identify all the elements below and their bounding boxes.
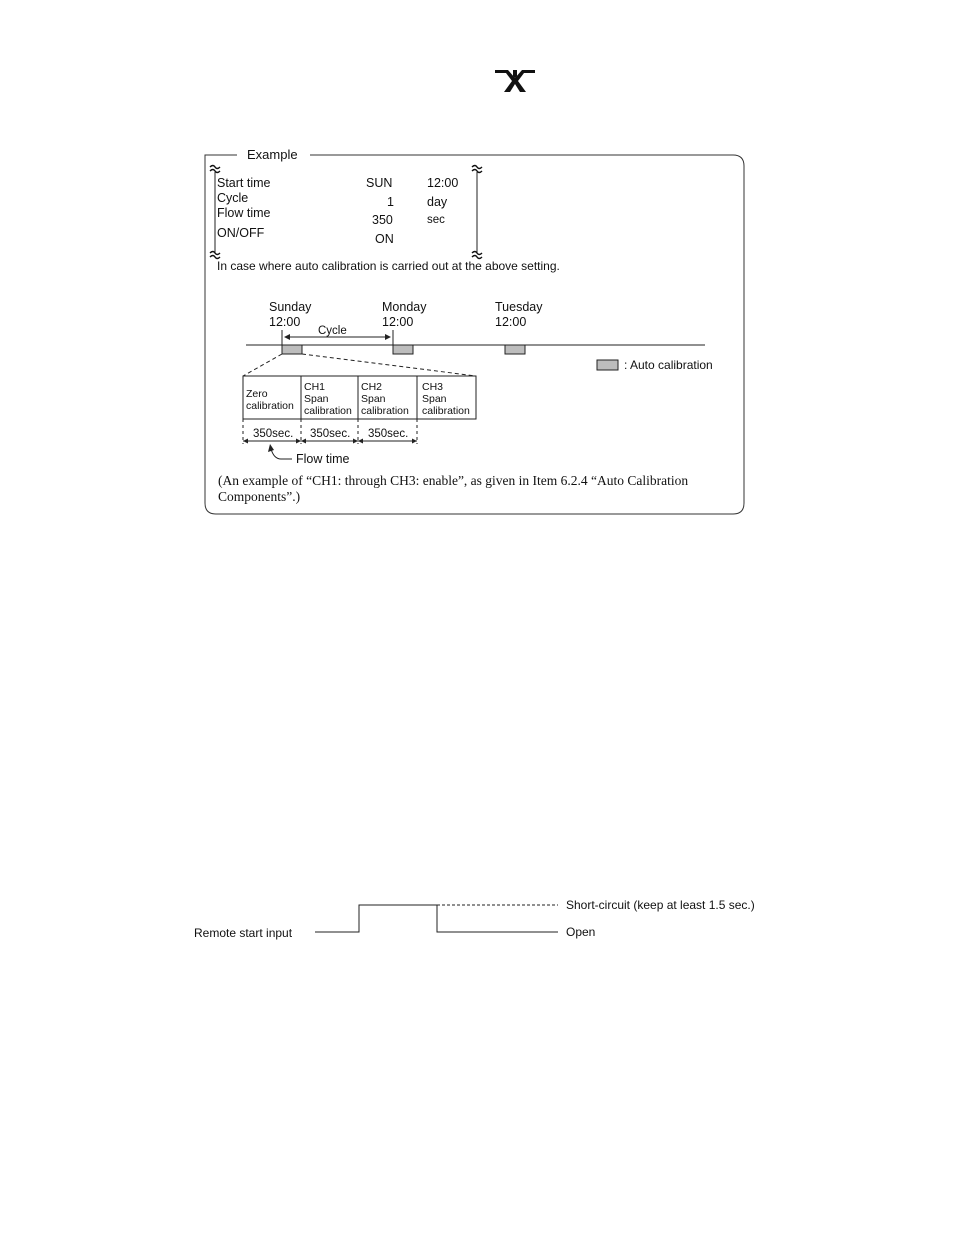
flow-time-label: Flow time [296,452,350,466]
cycle-label: Cycle [318,325,347,337]
note-line-1: (An example of “CH1: through CH3: enable”, as given in Item 6.2.4 “Auto Calibration [218,473,689,488]
setting-value-start-time: SUN [366,176,393,190]
setting-unit-flow-time: sec [427,214,445,226]
legend-swatch [597,360,618,370]
flow-time-pointer [271,449,292,459]
remote-input-label: Remote start input [194,926,293,940]
setting-name-on-off: ON/OFF [217,226,265,240]
duration-ch1: 350sec. [310,428,351,440]
segment-zero: Zero calibration [246,388,294,412]
example-frame [205,155,744,514]
setting-unit-start-time: 12:00 [427,176,459,190]
day-name-sunday: Sunday [269,300,312,314]
setting-value-on-off: ON [375,232,394,246]
calibration-block-sunday [282,345,302,354]
day-time-tuesday: 12:00 [495,315,527,329]
note-line-2: Components”.) [218,489,301,504]
setting-name-cycle: Cycle [217,191,249,205]
short-circuit-label: Short-circuit (keep at least 1.5 sec.) [566,898,755,912]
segment-ch2: CH2 Span calibration [361,381,409,417]
remote-waveform [315,905,558,932]
duration-ch2: 350sec. [368,428,409,440]
day-name-tuesday: Tuesday [495,300,543,314]
setting-value-flow-time: 350 [372,213,393,227]
setting-value-cycle: 1 [387,195,394,209]
day-time-sunday: 12:00 [269,315,301,329]
open-label: Open [566,925,596,939]
case-text: In case where auto calibration is carried out at the above setting. [217,259,560,273]
setting-name-flow-time: Flow time [217,206,271,220]
example-label: Example [247,147,298,162]
segment-ch1: CH1 Span calibration [304,381,352,417]
calibration-block-tuesday [505,345,525,354]
day-time-monday: 12:00 [382,315,414,329]
segment-ch3: CH3 Span calibration [422,381,470,417]
calibration-block-monday [393,345,413,354]
setting-name-start-time: Start time [217,176,271,190]
duration-zero: 350sec. [253,428,294,440]
legend-label: : Auto calibration [624,358,713,372]
day-name-monday: Monday [382,300,427,314]
setting-unit-cycle: day [427,195,448,209]
